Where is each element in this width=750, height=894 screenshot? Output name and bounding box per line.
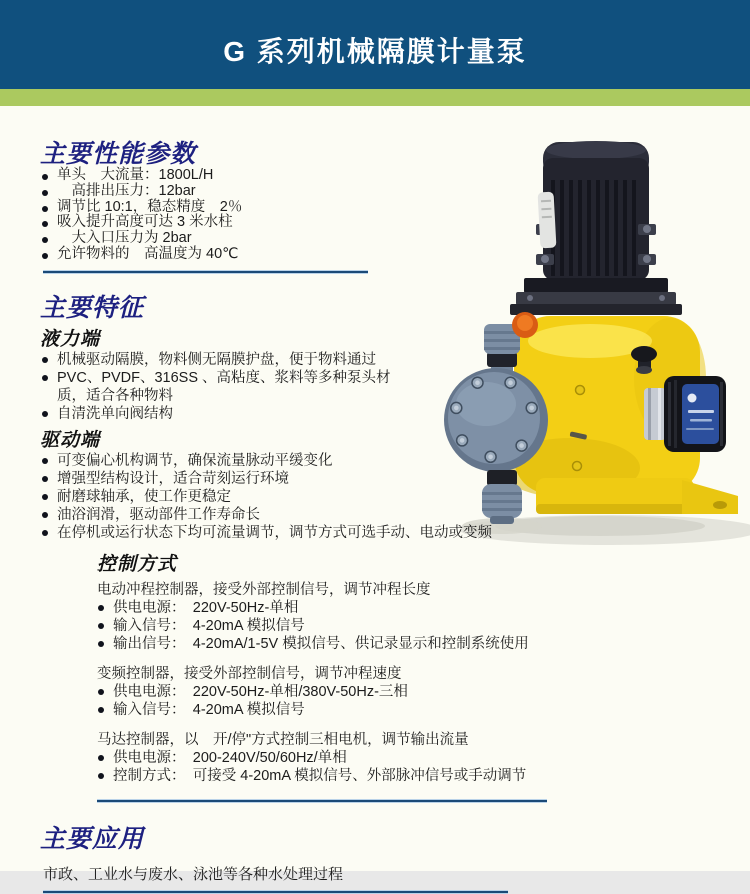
applications-text: 市政、工业水与废水、泳池等各种水处理过程 bbox=[43, 865, 344, 883]
page-header bbox=[0, 0, 750, 89]
hydraulic-item: PVC、PVDF、316SS 、高粘度、浆料等多种泵头材质，适合各种物料 bbox=[40, 369, 392, 405]
section-divider bbox=[43, 890, 508, 894]
performance-item: 允许物料的 高温度为 40℃ bbox=[40, 247, 750, 263]
performance-list bbox=[40, 168, 750, 263]
section-heading-applications: 主要应用 bbox=[40, 824, 145, 853]
control-item: 供电电源： 220V-50Hz-单相 bbox=[97, 599, 750, 617]
drive-list bbox=[40, 452, 750, 542]
section-divider bbox=[43, 270, 368, 274]
control-item: 输入信号： 4-20mA 模拟信号 bbox=[97, 701, 750, 719]
control-item: 控制方式： 可接受 4-20mA 模拟信号、外部脉冲信号或手动调节 bbox=[97, 767, 750, 785]
control-group-list bbox=[97, 749, 750, 785]
header-accent-stripe bbox=[0, 89, 750, 106]
control-group-intro: 变频控制器，接受外部控制信号，调节冲程速度 bbox=[97, 665, 402, 682]
performance-item: 吸入提升高度可达 3 米水柱 bbox=[40, 215, 750, 231]
drive-item: 耐磨球轴承，使工作更稳定 bbox=[40, 488, 750, 506]
control-method-block bbox=[97, 554, 750, 785]
section-heading-features: 主要特征 bbox=[40, 293, 145, 322]
main-content bbox=[0, 106, 750, 894]
drive-item: 在停机或运行状态下均可流量调节，调节方式可选手动、电动或变频 bbox=[40, 524, 750, 542]
drive-item: 油浴润滑，驱动部件工作寿命长 bbox=[40, 506, 750, 524]
drive-item: 可变偏心机构调节，确保流量脉动平缓变化 bbox=[40, 452, 750, 470]
subheading-drive-end: 驱动端 bbox=[40, 429, 101, 451]
control-group-list bbox=[97, 599, 750, 653]
page-title: G 系列机械隔膜计量泵 bbox=[223, 35, 527, 67]
performance-item: 单头 大流量：1800L/H bbox=[40, 168, 750, 184]
section-divider bbox=[97, 799, 547, 803]
control-item: 供电电源： 200-240V/50/60Hz/单相 bbox=[97, 749, 750, 767]
drive-item: 增强型结构设计，适合苛刻运行环境 bbox=[40, 470, 750, 488]
control-group-intro: 马达控制器，以 开/停"方式控制三相电机，调节输出流量 bbox=[97, 731, 469, 748]
performance-item: 大入口压力为 2bar bbox=[40, 231, 750, 247]
section-heading-performance: 主要性能参数 bbox=[40, 140, 197, 168]
hydraulic-list bbox=[40, 351, 392, 423]
control-item: 输入信号： 4-20mA 模拟信号 bbox=[97, 617, 750, 635]
performance-item: 高排出压力：12bar bbox=[40, 184, 750, 200]
control-group-intro: 电动冲程控制器，接受外部控制信号，调节冲程长度 bbox=[97, 581, 431, 598]
performance-item: 调节比 10:1，稳态精度 2％ bbox=[40, 200, 750, 216]
control-group-list bbox=[97, 683, 750, 719]
hydraulic-item: 自清洗单向阀结构 bbox=[40, 405, 392, 423]
control-item: 输出信号： 4-20mA/1-5V 模拟信号、供记录显示和控制系统使用 bbox=[97, 635, 750, 653]
subheading-control-method: 控制方式 bbox=[97, 553, 178, 575]
control-item: 供电电源： 220V-50Hz-单相/380V-50Hz-三相 bbox=[97, 683, 750, 701]
hydraulic-item: 机械驱动隔膜，物料侧无隔膜护盘，便于物料通过 bbox=[40, 351, 392, 369]
subheading-hydraulic-end: 液力端 bbox=[40, 328, 101, 350]
